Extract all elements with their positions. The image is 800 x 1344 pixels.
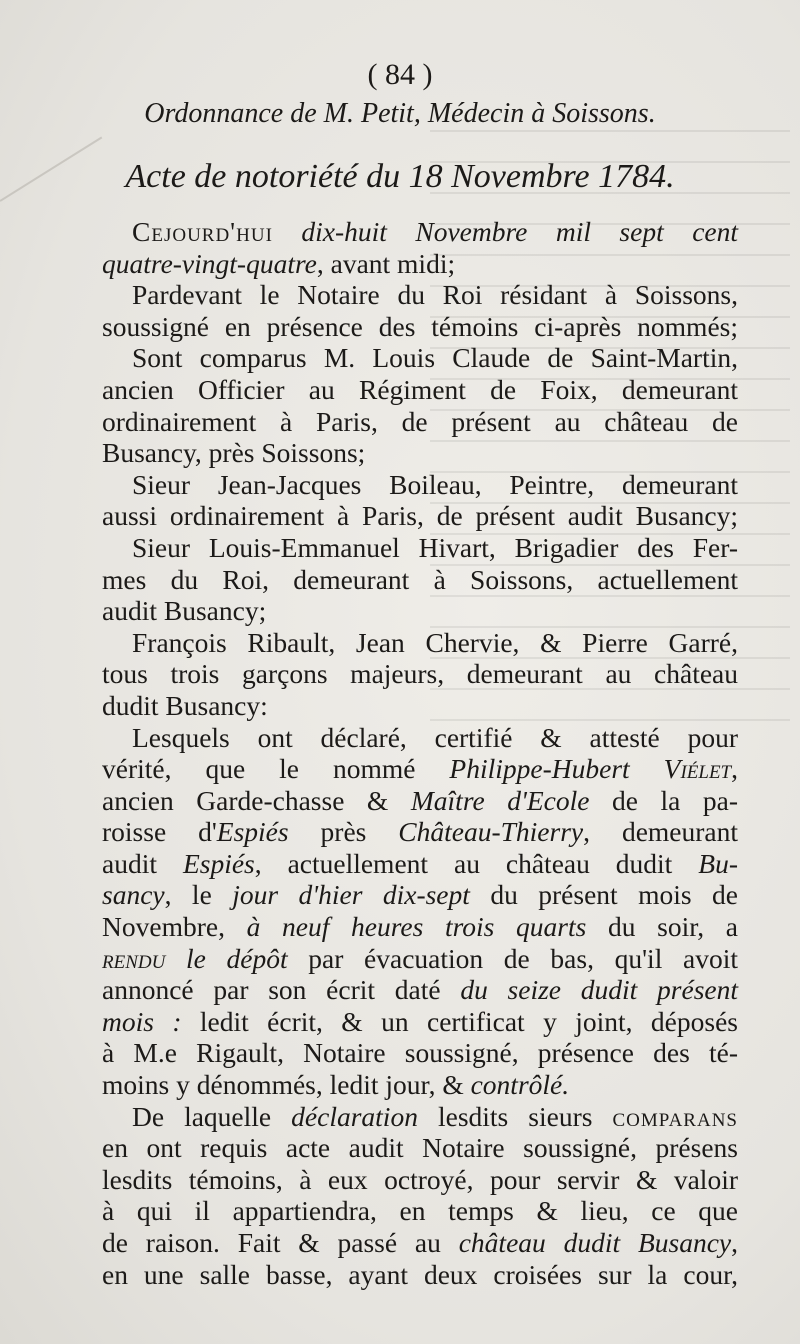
text-span: Bu- bbox=[698, 847, 738, 879]
text-span: Maître d'Ecole bbox=[410, 784, 590, 816]
text-span: sancy bbox=[102, 879, 165, 911]
text-span: quatre-vingt-quatre bbox=[102, 247, 317, 279]
text-span: vérité, que le nommé bbox=[102, 753, 450, 785]
text-line bbox=[102, 816, 738, 848]
text-span: du soir, a bbox=[586, 911, 738, 943]
text-line: Busancy, près Soissons; bbox=[102, 437, 366, 469]
text-line: dudit Busancy: bbox=[102, 689, 268, 721]
text-span: audit bbox=[102, 847, 183, 879]
text-span: ledit écrit, & un certificat y joint, déposés bbox=[181, 1005, 738, 1037]
text-line: lesdits témoins, à eux octroyé, pour servir & valoir bbox=[102, 1163, 738, 1195]
text-span: Philippe-Hubert bbox=[449, 753, 630, 785]
text-span: lesdits sieurs bbox=[417, 1100, 613, 1132]
text-line: Sont comparus M. Louis Claude de Saint-Martin, bbox=[132, 342, 738, 374]
text-line bbox=[102, 753, 738, 785]
text-line: Sieur Jean-Jacques Boileau, Peintre, demeurant bbox=[132, 468, 738, 500]
text-line bbox=[102, 974, 738, 1006]
heading-acte: Acte de notoriété du 18 Novembre 1784. bbox=[125, 158, 675, 195]
text-line bbox=[102, 1227, 738, 1259]
text-span: Château-Thierry bbox=[398, 816, 584, 848]
text-line: à M.e Rigault, Notaire soussigné, présence des té- bbox=[102, 1037, 738, 1069]
text-line bbox=[102, 1006, 738, 1038]
text-line: mes du Roi, demeurant à Soissons, actuellement bbox=[102, 563, 738, 595]
text-span: Espiés bbox=[182, 847, 255, 879]
text-span: moins y dénommés, ledit jour, & bbox=[102, 1069, 471, 1101]
text-span: à neuf heures trois quarts bbox=[246, 911, 587, 943]
text-span: , bbox=[731, 753, 739, 785]
text-span: de raison. Fait & passé au bbox=[102, 1227, 459, 1258]
text-span: Novembre, bbox=[102, 911, 247, 943]
text-line: tous trois garçons majeurs, demeurant au château bbox=[102, 658, 738, 690]
text-line bbox=[102, 943, 738, 975]
text-span: château dudit Busancy bbox=[458, 1227, 732, 1258]
text-span: , avant midi; bbox=[316, 247, 456, 279]
text-span: rendu bbox=[102, 942, 166, 974]
text-line: ordinairement à Paris, de présent au château de bbox=[102, 405, 738, 437]
text-line bbox=[102, 1101, 738, 1133]
text-line: Lesquels ont déclaré, certifié & attesté pour bbox=[132, 721, 738, 753]
heading-ordonnance: Ordonnance de M. Petit, Médecin à Soissons. bbox=[144, 98, 656, 129]
text-span: par évacuation de bas, qu'il avoit bbox=[287, 942, 738, 974]
text-span: contrôlé. bbox=[470, 1069, 570, 1101]
text-span: De laquelle bbox=[132, 1100, 292, 1132]
page-number: ( 84 ) bbox=[367, 58, 433, 91]
text-span: le dépôt bbox=[165, 942, 288, 974]
text-line bbox=[102, 216, 738, 248]
text-span: , le bbox=[164, 879, 233, 911]
text-span: du seize dudit présent bbox=[460, 974, 738, 1006]
text-line bbox=[102, 848, 738, 880]
text-line: en une salle basse, ayant deux croisées sur la cour, bbox=[102, 1258, 738, 1290]
text-span: près bbox=[288, 816, 399, 848]
text-span: Cejourd'hui bbox=[132, 216, 273, 247]
text-span: Viélet bbox=[663, 753, 732, 785]
text-line: en ont requis acte audit Notaire soussigné, présens bbox=[102, 1132, 738, 1164]
text-line: à qui il appartiendra, en temps & lieu, ce que bbox=[102, 1195, 738, 1227]
text-line: aussi ordinairement à Paris, de présent audit Busancy; bbox=[102, 500, 738, 532]
body-text bbox=[102, 216, 738, 1290]
text-span: déclaration bbox=[291, 1100, 418, 1132]
text-span: Espiés bbox=[216, 816, 289, 848]
text-span: roisse d' bbox=[102, 816, 217, 848]
text-span: , bbox=[731, 1227, 738, 1258]
text-span: mois : bbox=[102, 1005, 182, 1037]
text-span: , demeurant bbox=[583, 816, 738, 848]
text-line: Sieur Louis-Emmanuel Hivart, Brigadier des Fer- bbox=[132, 531, 738, 563]
text-line: François Ribault, Jean Chervie, & Pierre Garré, bbox=[132, 626, 738, 658]
text-line bbox=[102, 248, 738, 280]
text-span: comparans bbox=[612, 1100, 738, 1132]
text-span: ancien Garde-chasse & bbox=[102, 784, 411, 816]
text-line: ancien Officier au Régiment de Foix, demeurant bbox=[102, 373, 738, 405]
text-line bbox=[102, 1069, 738, 1101]
text-line: soussigné en présence des témoins ci-après nommés; bbox=[102, 310, 738, 342]
text-span: dix-huit Novembre mil sept cent bbox=[272, 216, 738, 247]
text-line bbox=[102, 879, 738, 911]
text-line: Pardevant le Notaire du Roi résidant à Soissons, bbox=[132, 279, 738, 311]
text-span: de la pa- bbox=[589, 784, 738, 816]
text-span: jour d'hier dix-sept bbox=[232, 879, 470, 911]
text-line bbox=[102, 785, 738, 817]
text-span: annoncé par son écrit daté bbox=[102, 974, 461, 1006]
text-line: audit Busancy; bbox=[102, 595, 267, 627]
text-span: , actuellement au château dudit bbox=[254, 847, 699, 879]
text-span: du présent mois de bbox=[469, 879, 738, 911]
text-line bbox=[102, 911, 738, 943]
